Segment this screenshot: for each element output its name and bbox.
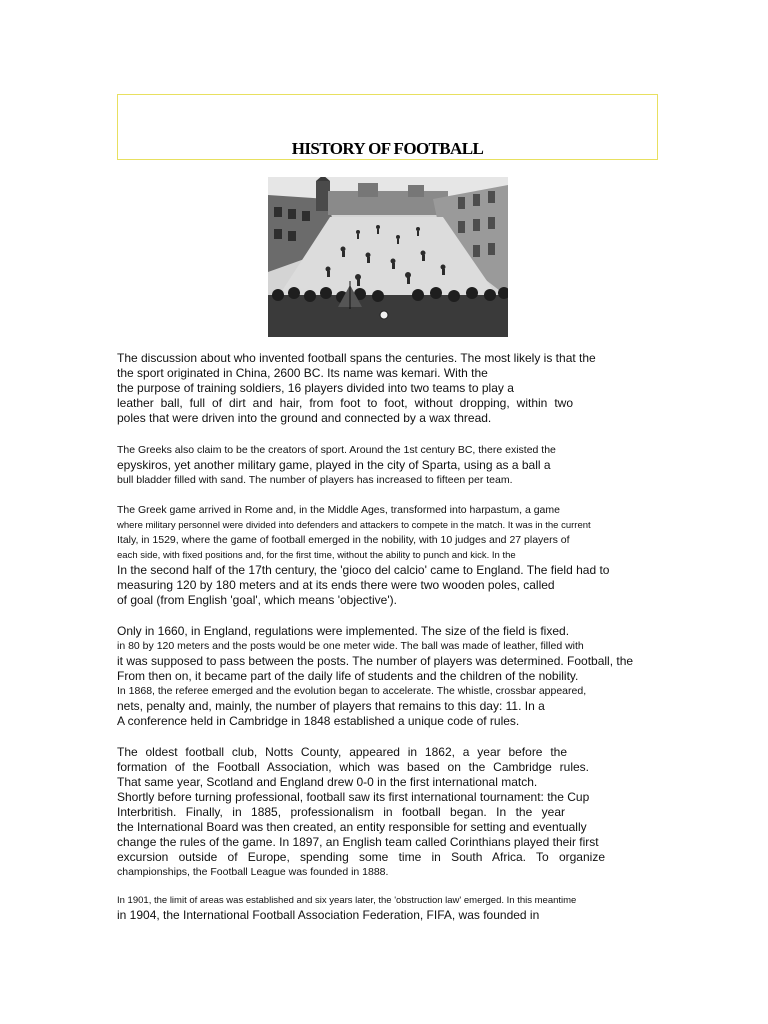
- paragraph-6: [117, 893, 655, 923]
- text-line: From then on, it became part of the daily life of students and the children of the nobility.: [117, 669, 579, 683]
- text-line: the sport originated in China, 2600 BC. Its name was kemari. With the: [117, 366, 488, 380]
- text-line: In 1868, the referee emerged and the evolution began to accelerate. The whistle, crossbar appeared,: [117, 685, 587, 697]
- text-line: epyskiros, yet another military game, played in the city of Sparta, using as a ball a: [117, 458, 551, 472]
- page-title: HISTORY OF FOOTBALL: [291, 139, 484, 158]
- paragraph-4: [117, 624, 655, 729]
- paragraph-3: [117, 503, 655, 608]
- text-line: The oldest football club, Notts County, appeared in 1862, a year before the: [117, 745, 567, 759]
- text-line: Shortly before turning professional, football saw its first international tournament: the Cup: [117, 790, 590, 804]
- text-line: in 80 by 120 meters and the posts would be one meter wide. The ball was made of leather, filled with: [117, 640, 584, 652]
- text-line: where military personnel were divided into defenders and attackers to compete in the match. It was in the current: [117, 520, 591, 531]
- engraving-drawing: [268, 177, 508, 337]
- text-line: the International Board was then created, an entity responsible for setting and eventually: [117, 820, 587, 834]
- paragraph-2: [117, 443, 655, 488]
- text-line: change the rules of the game. In 1897, an English team called Corinthians played their first: [117, 835, 599, 849]
- text-line: A conference held in Cambridge in 1848 established a unique code of rules.: [117, 714, 520, 728]
- text-line: bull bladder filled with sand. The number of players has increased to fifteen per team.: [117, 474, 513, 486]
- text-line: measuring 120 by 180 meters and at its ends there were two wooden poles, called: [117, 578, 555, 592]
- text-line: The Greeks also claim to be the creators of sport. Around the 1st century BC, there existed the: [117, 444, 556, 456]
- text-line: nets, penalty and, mainly, the number of players that remains to this day: 11. In a: [117, 699, 545, 713]
- text-line: it was supposed to pass between the posts. The number of players was determined. Football, the: [117, 654, 634, 668]
- text-line: leather ball, full of dirt and hair, from foot to foot, without dropping, within two: [117, 396, 573, 410]
- football-engraving-image: [268, 177, 508, 337]
- text-line: Interbritish. Finally, in 1885, professionalism in football began. In the year: [117, 805, 565, 819]
- text-line: each side, with fixed positions and, for the first time, without the ability to punch and kick. In the: [117, 550, 516, 561]
- text-line: The discussion about who invented football spans the centuries. The most likely is that the: [117, 351, 596, 365]
- text-line: in 1904, the International Football Association Federation, FIFA, was founded in: [117, 908, 540, 922]
- text-line: The Greek game arrived in Rome and, in the Middle Ages, transformed into harpastum, a game: [117, 504, 560, 516]
- text-line: poles that were driven into the ground and connected by a wax thread.: [117, 411, 492, 425]
- text-line: formation of the Football Association, which was based on the Cambridge rules.: [117, 760, 589, 774]
- text-line: championships, the Football League was founded in 1888.: [117, 866, 389, 878]
- paragraph-1: [117, 351, 655, 426]
- text-line: the purpose of training soldiers, 16 players divided into two teams to play a: [117, 381, 514, 395]
- text-line: In the second half of the 17th century, the 'gioco del calcio' came to England. The field had to: [117, 563, 610, 577]
- text-line: In 1901, the limit of areas was established and six years later, the 'obstruction law' emerged. In this meantime: [117, 895, 577, 906]
- paragraph-5: [117, 745, 655, 880]
- text-line: of goal (from English 'goal', which means 'objective').: [117, 593, 397, 607]
- text-line: That same year, Scotland and England drew 0-0 in the first international match.: [117, 775, 538, 789]
- title-box: [117, 94, 658, 160]
- text-line: Italy, in 1529, where the game of football emerged in the nobility, with 10 judges and 27 players of: [117, 534, 570, 546]
- text-line: excursion outside of Europe, spending some time in South Africa. To organize: [117, 850, 605, 864]
- text-line: Only in 1660, in England, regulations were implemented. The size of the field is fixed.: [117, 624, 570, 638]
